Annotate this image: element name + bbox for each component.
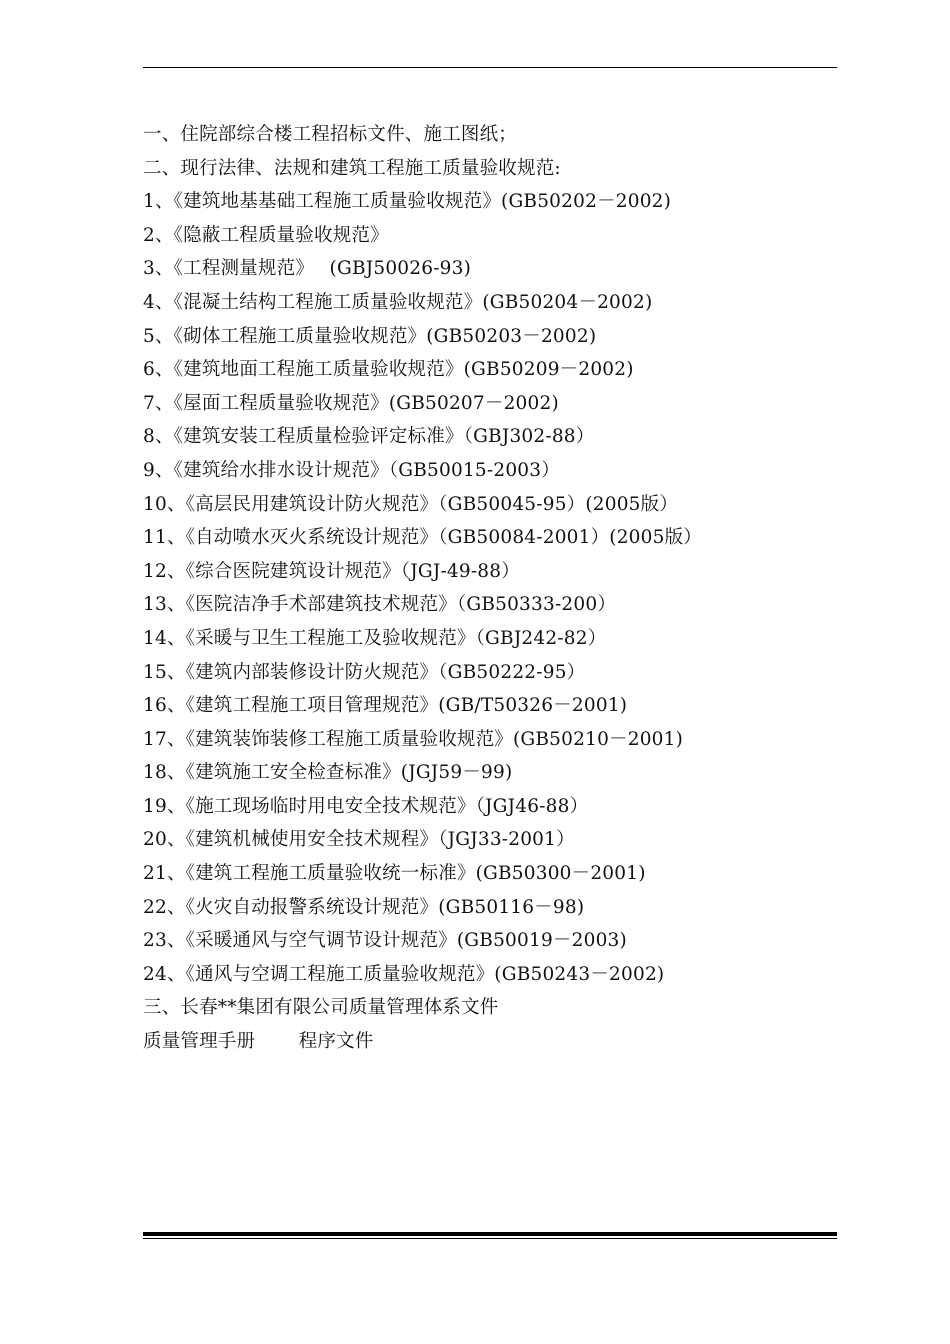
- text-line: 14、《采暖与卫生工程施工及验收规范》（GBJ242-82）: [143, 627, 607, 649]
- footer-rule-thin: [143, 1238, 837, 1239]
- text-line: 15、《建筑内部装修设计防火规范》（GB50222-95）: [143, 661, 586, 683]
- text-line: 17、《建筑装饰装修工程施工质量验收规范》(GB50210－2001): [143, 728, 684, 750]
- text-line: 3、《工程测量规范》 (GBJ50026-93): [143, 258, 472, 280]
- text-line: 三、长春**集团有限公司质量管理体系文件: [143, 997, 499, 1019]
- text-line: 质量管理手册 程序文件: [143, 1031, 374, 1053]
- text-line: 11、《自动喷水灭火系统设计规范》（GB50084-2001）(2005版）: [143, 527, 702, 549]
- text-line: 5、《砌体工程施工质量验收规范》(GB50203－2002): [143, 325, 597, 347]
- text-line: 16、《建筑工程施工项目管理规范》(GB/T50326－2001): [143, 695, 628, 717]
- text-line: 19、《施工现场临时用电安全技术规范》（JGJ46-88）: [143, 795, 589, 817]
- text-line: 22、《火灾自动报警系统设计规范》(GB50116－98): [143, 896, 585, 918]
- text-line: 12、《综合医院建筑设计规范》（JGJ-49-88）: [143, 560, 520, 582]
- text-line: 24、《通风与空调工程施工质量验收规范》(GB50243－2002): [143, 963, 665, 985]
- text-line: 2、《隐蔽工程质量验收规范》: [143, 224, 389, 246]
- text-line: 10、《高层民用建筑设计防火规范》（GB50045-95）(2005版）: [143, 493, 679, 515]
- text-line: 7、《屋面工程质量验收规范》(GB50207－2002): [143, 392, 559, 414]
- text-line: 21、《建筑工程施工质量验收统一标准》(GB50300－2001): [143, 863, 646, 885]
- document-body: [143, 118, 843, 1059]
- footer-rule-thick: [143, 1232, 837, 1236]
- text-line: 1、《建筑地基基础工程施工质量验收规范》(GB50202－2002): [143, 191, 672, 213]
- text-line: 8、《建筑安装工程质量检验评定标准》（GBJ302-88）: [143, 426, 595, 448]
- text-line: 一、住院部综合楼工程招标文件、施工图纸；: [143, 124, 518, 145]
- text-line: 4、《混凝土结构工程施工质量验收规范》(GB50204－2002): [143, 291, 653, 313]
- text-line: 二、现行法律、法规和建筑工程施工质量验收规范:: [143, 157, 561, 179]
- text-line: 9、《建筑给水排水设计规范》（GB50015-2003）: [143, 459, 560, 481]
- text-line: 6、《建筑地面工程施工质量验收规范》(GB50209－2002): [143, 359, 634, 381]
- text-line: 23、《采暖通风与空气调节设计规范》(GB50019－2003): [143, 930, 627, 952]
- text-line: 20、《建筑机械使用安全技术规程》（JGJ33-2001）: [143, 829, 575, 851]
- text-line: 18、《建筑施工安全检查标准》(JGJ59－99): [143, 762, 513, 784]
- header-rule: [143, 67, 837, 68]
- text-line: 13、《医院洁净手术部建筑技术规范》（GB50333-200）: [143, 594, 617, 616]
